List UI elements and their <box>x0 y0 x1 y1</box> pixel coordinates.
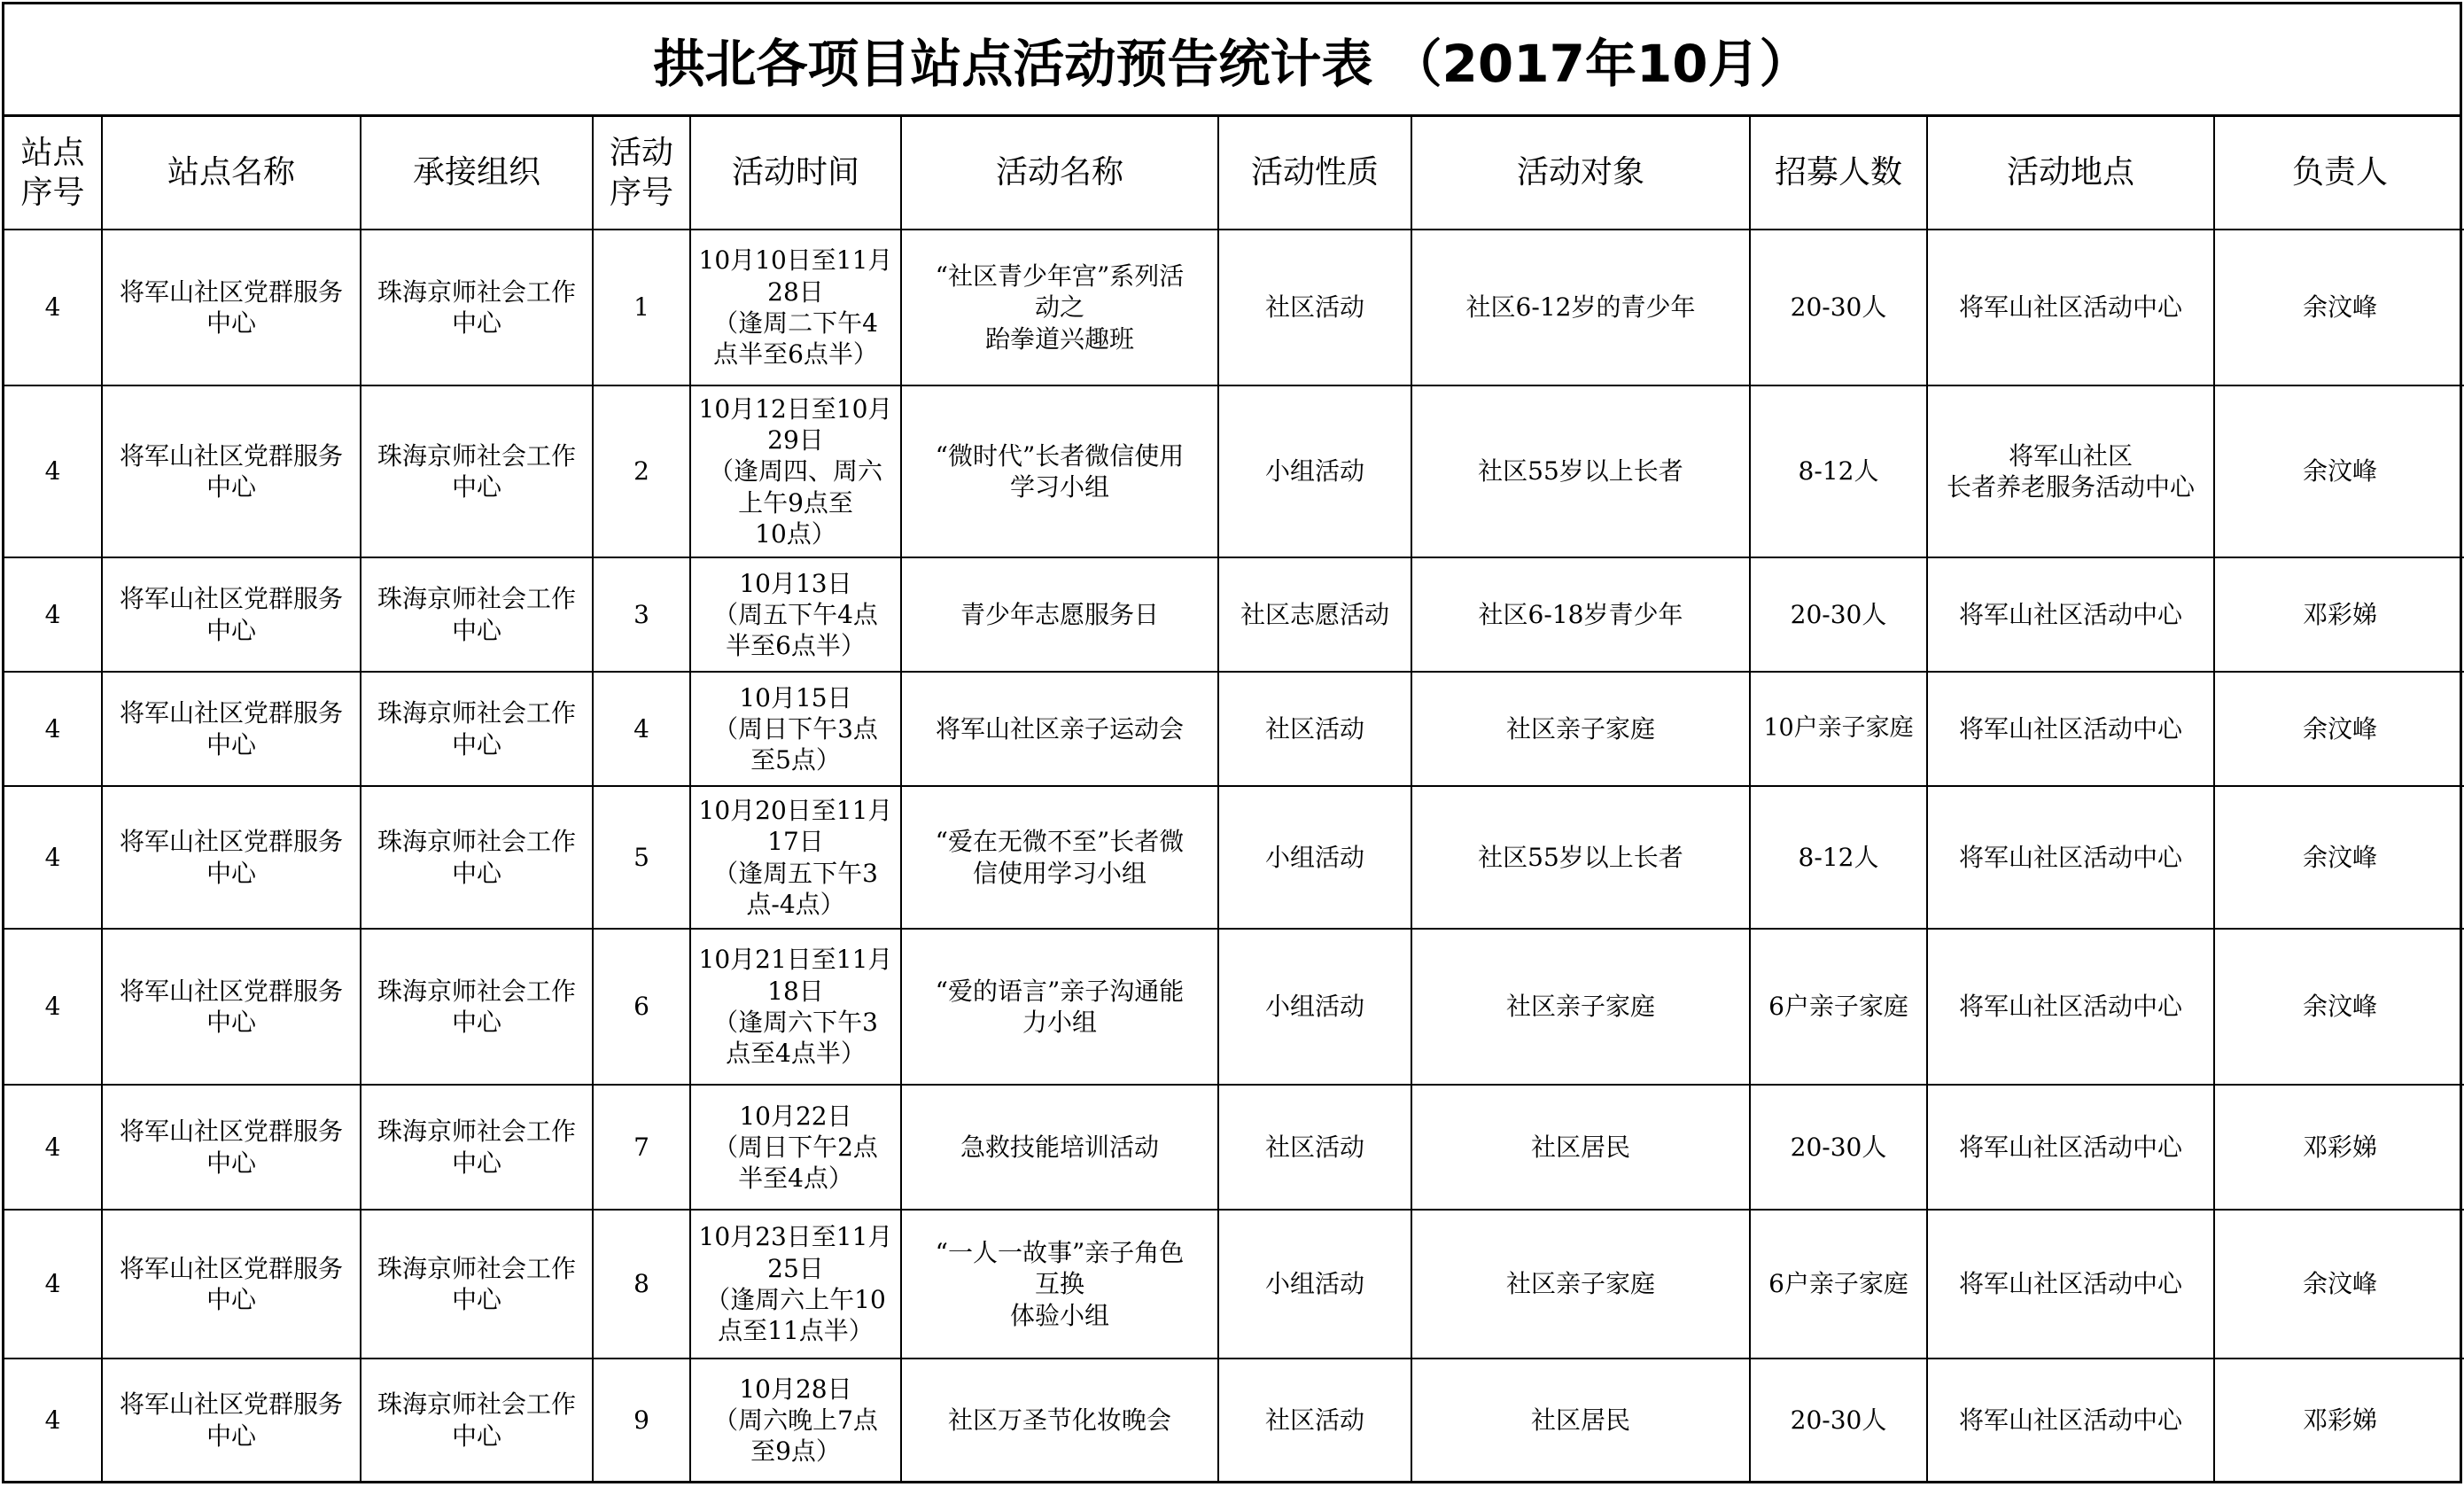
cell-nature: 社区活动 <box>1218 230 1411 385</box>
header-nature: 活动性质 <box>1218 117 1411 230</box>
cell-org: 珠海京师社会工作 中心 <box>361 1359 593 1481</box>
cell-station-no: 4 <box>4 230 102 385</box>
cell-station-no: 4 <box>4 786 102 929</box>
cell-recruit: 20-30人 <box>1750 1359 1927 1481</box>
cell-nature: 小组活动 <box>1218 929 1411 1085</box>
activity-table <box>4 117 2464 1481</box>
cell-recruit: 10户亲子家庭 <box>1750 672 1927 786</box>
cell-target: 社区6-18岁青少年 <box>1411 557 1750 672</box>
cell-recruit: 6户亲子家庭 <box>1750 1210 1927 1359</box>
cell-time: 10月15日 （周日下午3点 至5点） <box>690 672 901 786</box>
cell-target: 社区55岁以上长者 <box>1411 786 1750 929</box>
cell-activity-no: 1 <box>593 230 690 385</box>
header-station-name: 站点名称 <box>102 117 361 230</box>
cell-activity-name: “爱在无微不至”长者微 信使用学习小组 <box>901 786 1218 929</box>
cell-station-no: 4 <box>4 1359 102 1481</box>
cell-time: 10月12日至10月 29日 （逢周四、周六 上午9点至 10点） <box>690 385 901 557</box>
cell-location: 将军山社区 长者养老服务活动中心 <box>1927 385 2214 557</box>
header-time: 活动时间 <box>690 117 901 230</box>
cell-station-name: 将军山社区党群服务 中心 <box>102 1085 361 1210</box>
cell-activity-no: 4 <box>593 672 690 786</box>
cell-org: 珠海京师社会工作 中心 <box>361 1210 593 1359</box>
cell-station-no: 4 <box>4 385 102 557</box>
cell-time: 10月13日 （周五下午4点 半至6点半） <box>690 557 901 672</box>
cell-recruit: 20-30人 <box>1750 230 1927 385</box>
cell-time: 10月20日至11月 17日 （逢周五下午3 点-4点） <box>690 786 901 929</box>
cell-recruit: 8-12人 <box>1750 385 1927 557</box>
cell-activity-no: 2 <box>593 385 690 557</box>
cell-time: 10月22日 （周日下午2点 半至4点） <box>690 1085 901 1210</box>
table-row <box>4 557 2464 672</box>
cell-location: 将军山社区活动中心 <box>1927 786 2214 929</box>
cell-nature: 社区活动 <box>1218 1085 1411 1210</box>
cell-target: 社区55岁以上长者 <box>1411 385 1750 557</box>
cell-activity-name: “微时代”长者微信使用 学习小组 <box>901 385 1218 557</box>
cell-target: 社区居民 <box>1411 1359 1750 1481</box>
cell-owner: 余汶峰 <box>2214 385 2464 557</box>
cell-location: 将军山社区活动中心 <box>1927 929 2214 1085</box>
cell-target: 社区亲子家庭 <box>1411 1210 1750 1359</box>
cell-activity-no: 5 <box>593 786 690 929</box>
cell-station-name: 将军山社区党群服务 中心 <box>102 230 361 385</box>
cell-nature: 社区活动 <box>1218 672 1411 786</box>
cell-station-no: 4 <box>4 557 102 672</box>
cell-station-no: 4 <box>4 672 102 786</box>
cell-location: 将军山社区活动中心 <box>1927 1085 2214 1210</box>
cell-org: 珠海京师社会工作 中心 <box>361 385 593 557</box>
header-activity-no: 活动 序号 <box>593 117 690 230</box>
cell-target: 社区亲子家庭 <box>1411 929 1750 1085</box>
cell-recruit: 20-30人 <box>1750 557 1927 672</box>
cell-target: 社区亲子家庭 <box>1411 672 1750 786</box>
table-row <box>4 672 2464 786</box>
cell-activity-name: “社区青少年宫”系列活 动之 跆拳道兴趣班 <box>901 230 1218 385</box>
table-row <box>4 1359 2464 1481</box>
header-org: 承接组织 <box>361 117 593 230</box>
cell-org: 珠海京师社会工作 中心 <box>361 672 593 786</box>
cell-activity-no: 9 <box>593 1359 690 1481</box>
cell-org: 珠海京师社会工作 中心 <box>361 786 593 929</box>
header-station-no: 站点 序号 <box>4 117 102 230</box>
cell-location: 将军山社区活动中心 <box>1927 230 2214 385</box>
cell-owner: 余汶峰 <box>2214 672 2464 786</box>
cell-target: 社区6-12岁的青少年 <box>1411 230 1750 385</box>
cell-owner: 邓彩娣 <box>2214 1359 2464 1481</box>
cell-recruit: 6户亲子家庭 <box>1750 929 1927 1085</box>
cell-owner: 余汶峰 <box>2214 1210 2464 1359</box>
cell-station-name: 将军山社区党群服务 中心 <box>102 672 361 786</box>
header-recruit: 招募人数 <box>1750 117 1927 230</box>
cell-activity-no: 6 <box>593 929 690 1085</box>
table-row <box>4 1210 2464 1359</box>
cell-location: 将军山社区活动中心 <box>1927 672 2214 786</box>
cell-org: 珠海京师社会工作 中心 <box>361 929 593 1085</box>
cell-activity-name: 社区万圣节化妆晚会 <box>901 1359 1218 1481</box>
cell-owner: 邓彩娣 <box>2214 557 2464 672</box>
cell-target: 社区居民 <box>1411 1085 1750 1210</box>
cell-nature: 小组活动 <box>1218 786 1411 929</box>
table-row <box>4 929 2464 1085</box>
cell-station-name: 将军山社区党群服务 中心 <box>102 786 361 929</box>
cell-station-name: 将军山社区党群服务 中心 <box>102 1210 361 1359</box>
cell-station-name: 将军山社区党群服务 中心 <box>102 1359 361 1481</box>
cell-org: 珠海京师社会工作 中心 <box>361 230 593 385</box>
cell-activity-name: “爱的语言”亲子沟通能 力小组 <box>901 929 1218 1085</box>
cell-station-name: 将军山社区党群服务 中心 <box>102 557 361 672</box>
header-row <box>4 117 2464 230</box>
cell-org: 珠海京师社会工作 中心 <box>361 1085 593 1210</box>
spreadsheet-document <box>2 2 2462 1483</box>
cell-activity-no: 8 <box>593 1210 690 1359</box>
cell-owner: 邓彩娣 <box>2214 1085 2464 1210</box>
cell-time: 10月23日至11月 25日 （逢周六上午10 点至11点半） <box>690 1210 901 1359</box>
cell-time: 10月10日至11月 28日 （逢周二下午4 点半至6点半） <box>690 230 901 385</box>
cell-station-name: 将军山社区党群服务 中心 <box>102 385 361 557</box>
header-activity-name: 活动名称 <box>901 117 1218 230</box>
table-body <box>4 230 2464 1481</box>
cell-time: 10月21日至11月 18日 （逢周六下午3 点至4点半） <box>690 929 901 1085</box>
cell-activity-name: 急救技能培训活动 <box>901 1085 1218 1210</box>
cell-station-no: 4 <box>4 1085 102 1210</box>
table-row <box>4 230 2464 385</box>
cell-nature: 小组活动 <box>1218 1210 1411 1359</box>
cell-recruit: 8-12人 <box>1750 786 1927 929</box>
cell-station-name: 将军山社区党群服务 中心 <box>102 929 361 1085</box>
document-title: 拱北各项目站点活动预告统计表 （2017年10月） <box>4 4 2460 117</box>
cell-station-no: 4 <box>4 1210 102 1359</box>
cell-nature: 社区志愿活动 <box>1218 557 1411 672</box>
cell-owner: 余汶峰 <box>2214 929 2464 1085</box>
cell-owner: 余汶峰 <box>2214 230 2464 385</box>
cell-location: 将军山社区活动中心 <box>1927 557 2214 672</box>
cell-activity-no: 3 <box>593 557 690 672</box>
cell-nature: 小组活动 <box>1218 385 1411 557</box>
table-row <box>4 786 2464 929</box>
cell-activity-name: “一人一故事”亲子角色 互换 体验小组 <box>901 1210 1218 1359</box>
cell-nature: 社区活动 <box>1218 1359 1411 1481</box>
cell-recruit: 20-30人 <box>1750 1085 1927 1210</box>
cell-activity-no: 7 <box>593 1085 690 1210</box>
header-location: 活动地点 <box>1927 117 2214 230</box>
cell-time: 10月28日 （周六晚上7点 至9点） <box>690 1359 901 1481</box>
header-owner: 负责人 <box>2214 117 2464 230</box>
cell-location: 将军山社区活动中心 <box>1927 1359 2214 1481</box>
cell-activity-name: 将军山社区亲子运动会 <box>901 672 1218 786</box>
table-row <box>4 385 2464 557</box>
cell-location: 将军山社区活动中心 <box>1927 1210 2214 1359</box>
cell-activity-name: 青少年志愿服务日 <box>901 557 1218 672</box>
header-target: 活动对象 <box>1411 117 1750 230</box>
cell-station-no: 4 <box>4 929 102 1085</box>
table-row <box>4 1085 2464 1210</box>
cell-owner: 余汶峰 <box>2214 786 2464 929</box>
cell-org: 珠海京师社会工作 中心 <box>361 557 593 672</box>
